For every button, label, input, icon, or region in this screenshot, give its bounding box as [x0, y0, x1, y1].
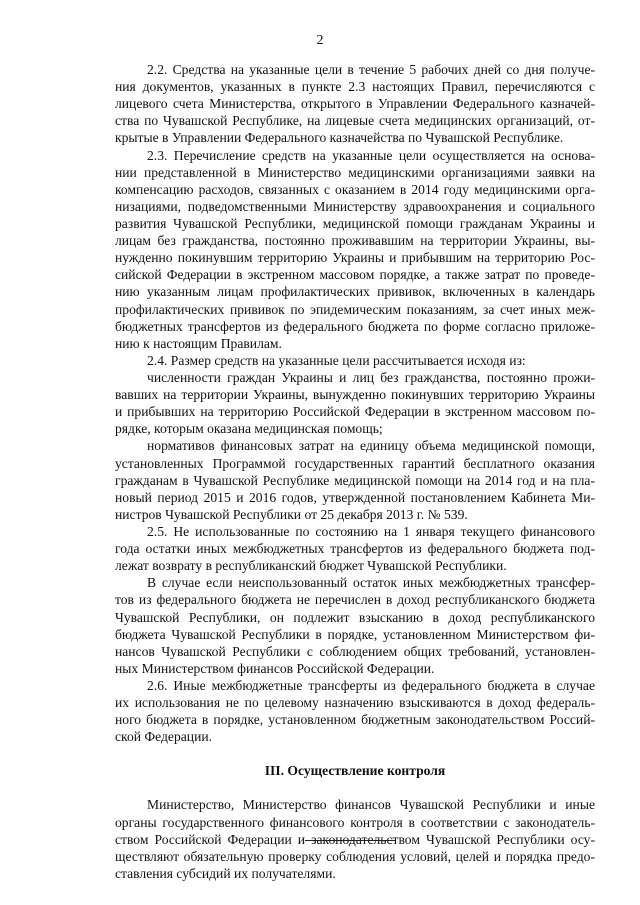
paragraph-p26	[115, 677, 595, 745]
spacer	[115, 745, 595, 762]
paragraph-line: лицевого счета Министерства, открытого в Управлении Федерального казначей-	[115, 96, 595, 112]
paragraph-line: рядке, которым оказана медицинская помощь;	[115, 421, 383, 437]
paragraph-line: нии представленной в Министерство медицинскими организациями заявки на	[115, 164, 595, 180]
paragraph-line: ства по Чувашской Республике, на лицевые счета медицинских организаций, от-	[115, 113, 595, 129]
paragraph-line: органы государственного финансового контроля в соответствии с законодатель-	[115, 814, 595, 830]
spacer	[115, 779, 595, 796]
end-separator-line	[305, 840, 395, 841]
paragraph-line: года остатки иных межбюджетных трансфертов из федерального бюджета под-	[115, 541, 595, 557]
paragraph-line: бюджета Чувашской Республики в порядке, установленном Министерством фи-	[115, 626, 595, 642]
paragraph-line: ством Российской Федерации и законодательством Чувашской Республики осу-	[115, 831, 595, 847]
page-number: 2	[316, 33, 324, 48]
paragraph-line: 2.5. Не использованные по состоянию на 1 января текущего финансового	[147, 523, 595, 539]
paragraph-line: установленных Программой государственных гарантий бесплатного оказания	[115, 455, 595, 471]
paragraph-line: крытые в Управлении Федерального казначейства по Чувашской Республике.	[115, 130, 564, 146]
paragraph-line: развития Чувашской Республики, медицинской помощи гражданам Украины и	[115, 215, 595, 231]
paragraph-line: Министерство, Министерство финансов Чувашской Республики и иные	[147, 797, 595, 813]
paragraph-p22	[115, 61, 595, 147]
paragraph-line: и прибывших на территорию Российской Федерации в экстренном массовом по-	[115, 404, 595, 420]
paragraph-line: Чувашской Республики, он подлежит взысканию в доход республиканского	[115, 609, 595, 625]
paragraph-line: профилактических прививок по эпидемическим показаниям, за счет иных меж-	[115, 301, 595, 317]
paragraph-line: нистров Чувашской Республики от 25 декабря 2013 г. № 539.	[115, 506, 468, 522]
paragraph-p25a	[115, 574, 595, 677]
paragraph-line: бюджетных трансфертов из федерального бюджета по форме согласно приложе-	[115, 318, 595, 334]
document-body	[115, 61, 595, 882]
paragraph-p24	[115, 352, 595, 369]
paragraph-line: ской Федерации.	[115, 729, 213, 745]
paragraph-line: компенсацию расходов, связанных с оказанием в 2014 году медицинскими орга-	[115, 181, 595, 197]
paragraph-line: сийской Федерации в экстренном массовом порядке, а также затрат по проведе-	[115, 267, 595, 283]
paragraph-line: 2.3. Перечисление средств на указанные цели осуществляется на основа-	[147, 147, 595, 163]
paragraph-line: 2.6. Иные межбюджетные трансферты из федерального бюджета в случае	[147, 677, 595, 693]
paragraph-line: нужденно покинувшим территорию Украины и прибывшим на территорию Рос-	[115, 250, 595, 266]
paragraph-line: нию к настоящим Правилам.	[115, 335, 282, 351]
paragraph-p24b	[115, 437, 595, 523]
paragraph-line: вавших на территории Украины, вынужденно покинувших территорию Украины	[115, 387, 595, 403]
paragraph-line: ществляют обязательную проверку соблюдения условий, целей и порядка предо-	[115, 848, 595, 864]
paragraph-line: низациями, подведомственными Министерству здравоохранения и социального	[115, 198, 595, 214]
paragraph-line: ставления субсидий их получателями.	[115, 865, 336, 881]
paragraph-line: численности граждан Украины и лиц без гражданства, постоянно прожи-	[147, 369, 595, 385]
paragraph-line: ния документов, указанных в пункте 2.3 настоящих Правил, перечисляются с	[115, 79, 595, 95]
paragraph-line: лицам без гражданства, постоянно проживавшим на территории Украины, вы-	[115, 233, 595, 249]
paragraph-line: нормативов финансовых затрат на единицу объема медицинской помощи,	[147, 438, 595, 454]
paragraph-line: 2.4. Размер средств на указанные цели рассчитывается исходя из:	[147, 352, 526, 368]
paragraph-line: лежат возврату в республиканский бюджет Чувашской Республики.	[115, 558, 507, 574]
paragraph-p25	[115, 523, 595, 574]
section-heading: III. Осуществление контроля	[264, 763, 446, 779]
paragraph-line: новый период 2015 и 2016 годов, утвержденной постановлением Кабинета Ми-	[115, 489, 595, 505]
paragraph-line: их использования не по целевому назначению взыскиваются в доход федераль-	[115, 695, 595, 711]
paragraph-line: В случае если неиспользованный остаток иных межбюджетных трансфер-	[147, 575, 595, 591]
paragraph-line: нансов Чувашской Республики с соблюдением общих требований, установлен-	[115, 643, 595, 659]
paragraph-line: 2.2. Средства на указанные цели в течение 5 рабочих дней со дня получе-	[147, 62, 595, 77]
paragraph-line: тов из федерального бюджета не перечислен в доход республиканского бюджета	[115, 592, 595, 608]
paragraph-p24a	[115, 369, 595, 437]
paragraph-line: ного бюджета в порядке, установленном бюджетным законодательством Россий-	[115, 712, 595, 728]
paragraph-p23	[115, 147, 595, 352]
paragraph-line: ных Министерством финансов Российской Федерации.	[115, 660, 435, 676]
paragraph-line: гражданам в Чувашской Республике медицинской помощи на 2014 год и на пла-	[115, 472, 595, 488]
paragraph-line: нию указанным лицам профилактических прививок, включенных в календарь	[115, 284, 595, 300]
